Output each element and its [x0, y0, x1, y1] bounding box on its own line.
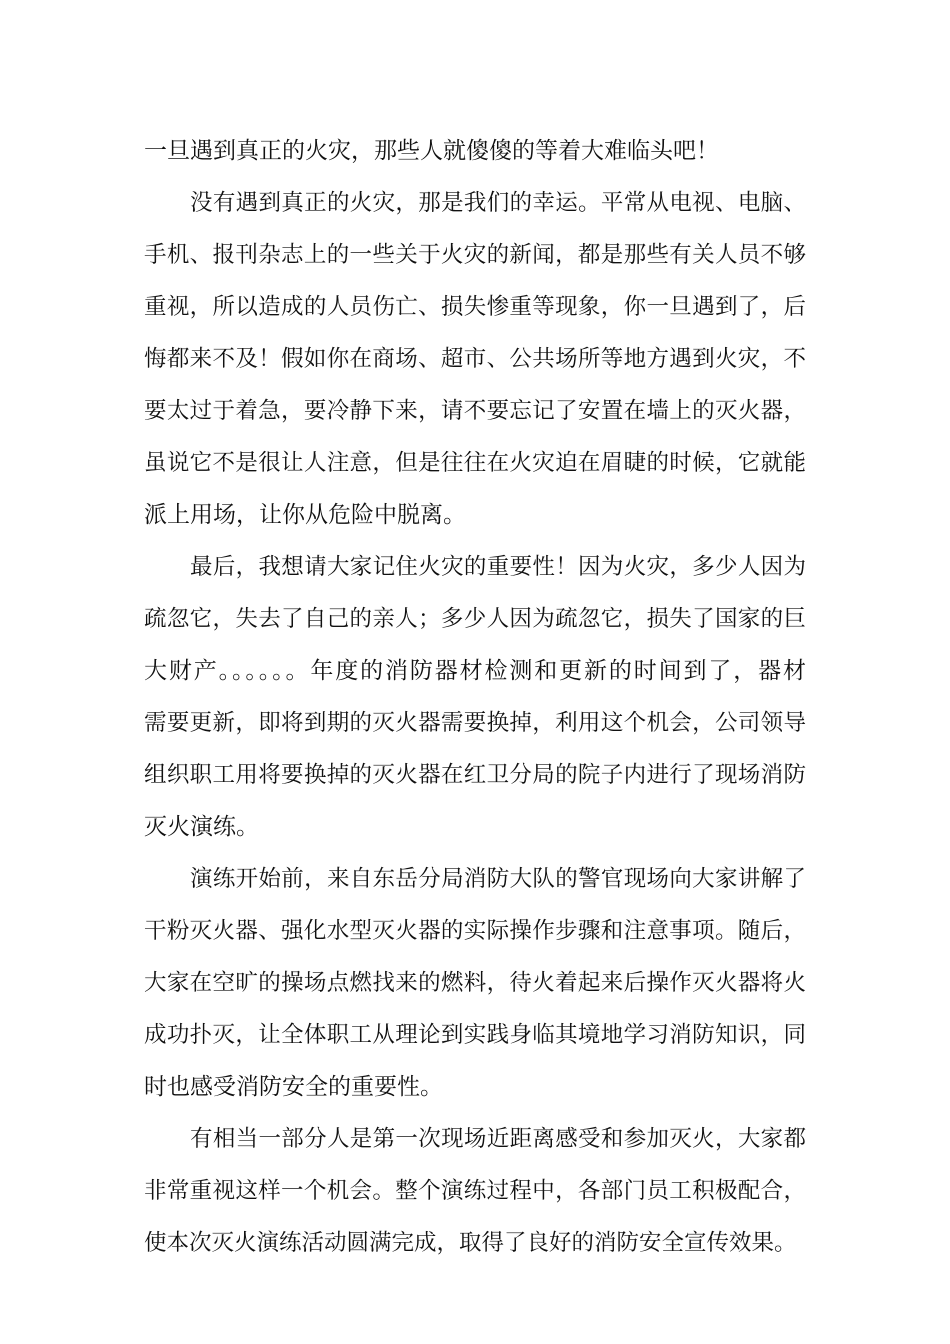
text-line: 干粉灭火器、强化水型灭火器的实际操作步骤和注意事项。随后， [144, 918, 806, 944]
text-line: 大财产。。。。。。年度的消防器材检测和更新的时间到了，器材 [144, 658, 806, 684]
text-line: 组织职工用将要换掉的灭火器在红卫分局的院子内进行了现场消防 [144, 762, 806, 788]
text-line: 疏忽它，失去了自己的亲人；多少人因为疏忽它，损失了国家的巨 [144, 606, 806, 632]
text-line: 没有遇到真正的火灾，那是我们的幸运。平常从电视、电脑、 [190, 190, 806, 216]
text-line: 成功扑灭，让全体职工从理论到实践身临其境地学习消防知识，同 [144, 1022, 806, 1048]
text-line: 要太过于着急，要冷静下来，请不要忘记了安置在墙上的灭火器， [144, 398, 806, 424]
text-line: 重视，所以造成的人员伤亡、损失惨重等现象，你一旦遇到了，后 [144, 294, 806, 320]
text-line: 使本次灭火演练活动圆满完成，取得了良好的消防安全宣传效果。 [144, 1230, 797, 1256]
text-line: 一旦遇到真正的火灾，那些人就傻傻的等着大难临头吧！ [144, 138, 719, 164]
text-line: 虽说它不是很让人注意，但是往往在火灾迫在眉睫的时候，它就能 [144, 450, 806, 476]
text-line: 有相当一部分人是第一次现场近距离感受和参加灭火，大家都 [190, 1126, 806, 1152]
text-line: 演练开始前，来自东岳分局消防大队的警官现场向大家讲解了 [190, 866, 806, 892]
text-line: 悔都来不及！假如你在商场、超市、公共场所等地方遇到火灾，不 [144, 346, 806, 372]
text-line: 非常重视这样一个机会。整个演练过程中，各部门员工积极配合， [144, 1178, 806, 1204]
text-line: 需要更新，即将到期的灭火器需要换掉，利用这个机会，公司领导 [144, 710, 806, 736]
text-line: 手机、报刊杂志上的一些关于火灾的新闻，都是那些有关人员不够 [144, 242, 806, 268]
text-line: 灭火演练。 [144, 814, 259, 840]
text-line: 时也感受消防安全的重要性。 [144, 1074, 443, 1100]
text-line: 最后，我想请大家记住火灾的重要性！因为火灾，多少人因为 [190, 554, 806, 580]
text-line: 大家在空旷的操场点燃找来的燃料，待火着起来后操作灭火器将火 [144, 970, 806, 996]
text-line: 派上用场，让你从危险中脱离。 [144, 502, 466, 528]
